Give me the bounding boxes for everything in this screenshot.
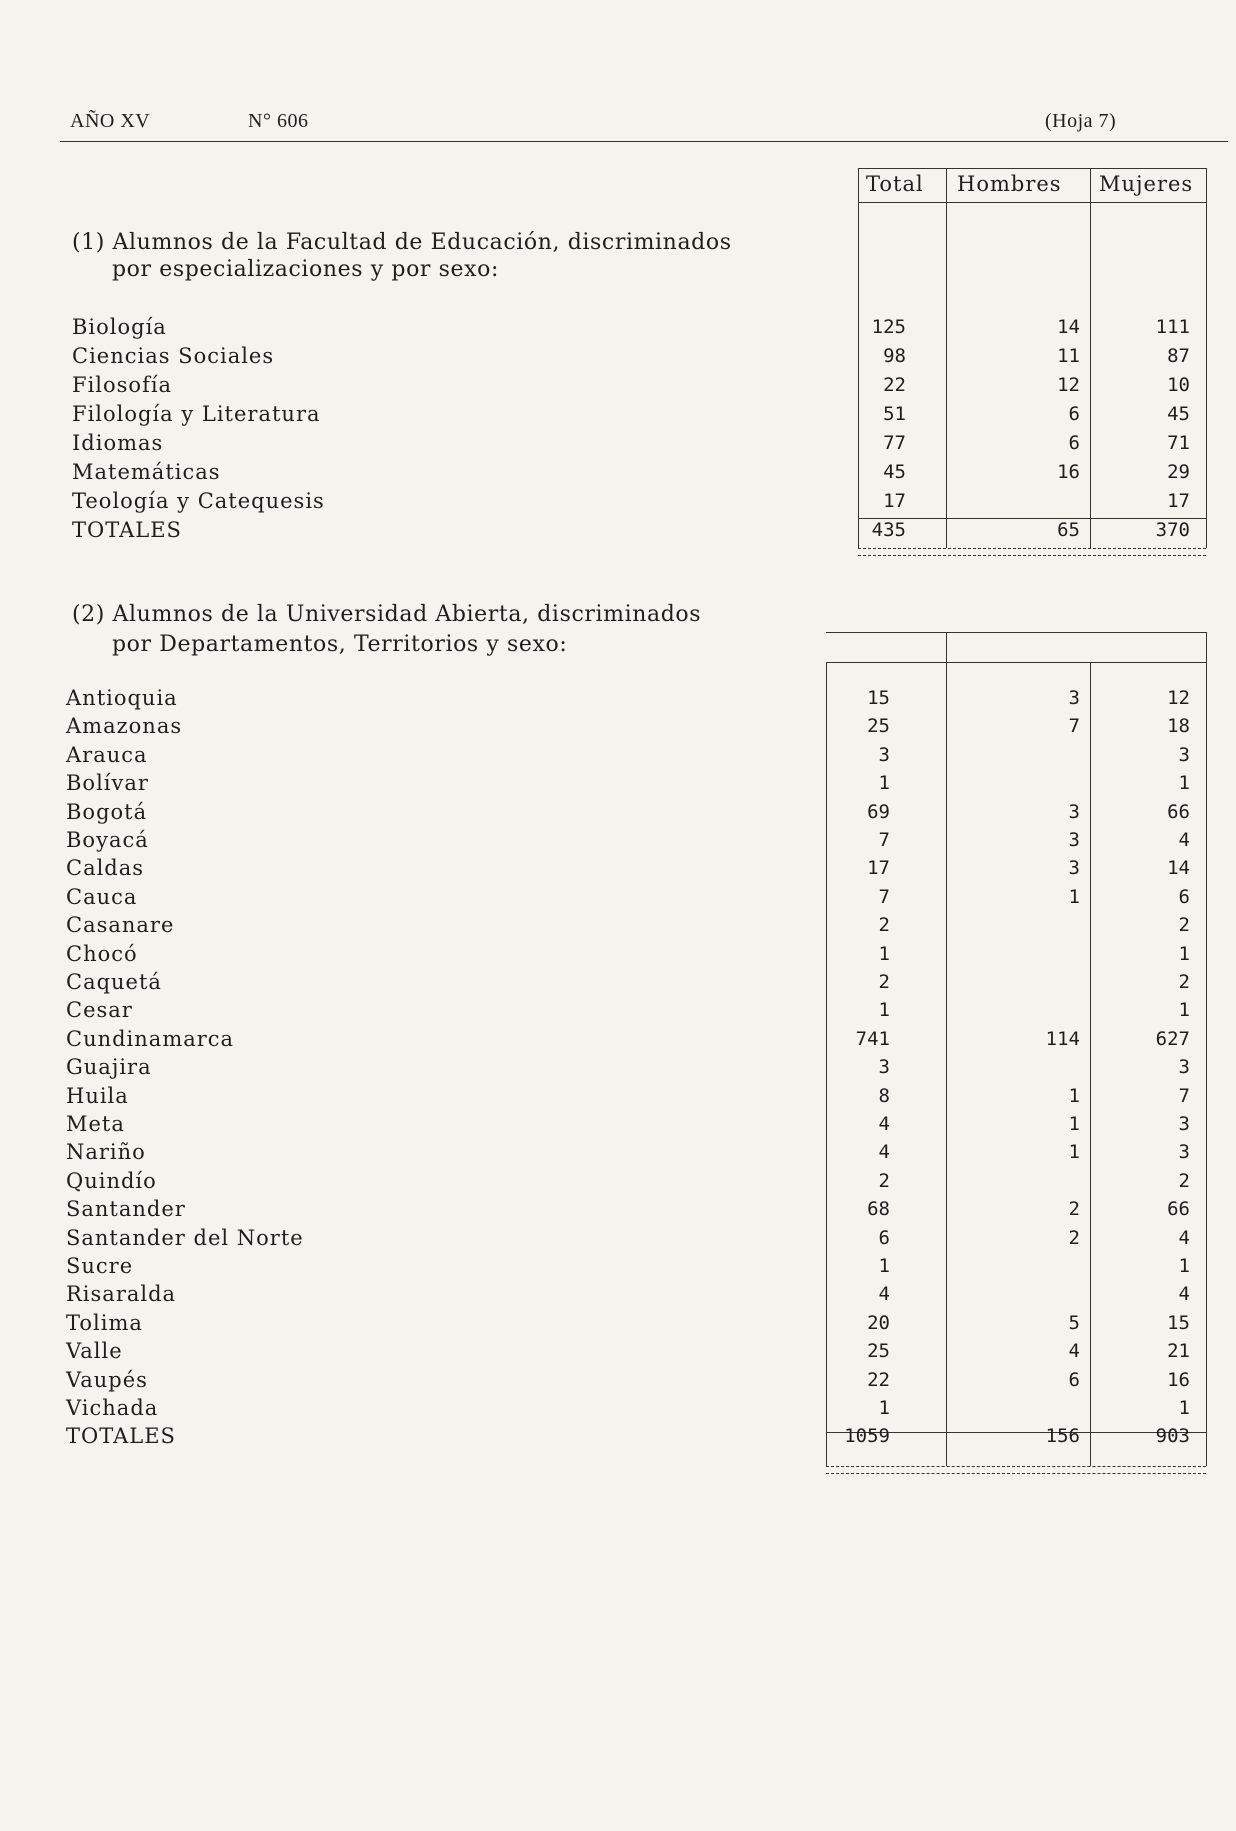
- value-total: 7: [878, 829, 890, 851]
- row-label: Biología: [72, 315, 167, 339]
- value-mujeres: 66: [1167, 800, 1190, 823]
- value-mujeres: 45: [1167, 403, 1190, 425]
- row-label: Matemáticas: [72, 460, 221, 484]
- value-hombres: 3: [1068, 857, 1080, 880]
- column-header-hombres: Hombres: [957, 172, 1062, 196]
- value-total: 51: [883, 403, 906, 425]
- header-sheet: (Hoja 7): [1045, 110, 1117, 132]
- row-label: Caldas: [66, 856, 145, 881]
- value-mujeres: 3: [1178, 1141, 1190, 1164]
- value-mujeres: 3: [1178, 743, 1190, 766]
- value-total: 22: [883, 374, 906, 396]
- value-mujeres: 2: [1178, 1169, 1190, 1192]
- value-mujeres: 1: [1178, 942, 1190, 965]
- value-hombres: 114: [1045, 1027, 1080, 1050]
- value-total: 68: [867, 1198, 890, 1221]
- value-hombres: 1: [1068, 1113, 1080, 1135]
- section2-title: (2) Alumnos de la Universidad Abierta, discriminados: [72, 602, 702, 627]
- value-total: 1: [878, 1397, 890, 1419]
- value-mujeres: 4: [1178, 1226, 1190, 1249]
- row-label: Teología y Catequesis: [72, 489, 325, 513]
- value-mujeres: 1: [1178, 1397, 1190, 1419]
- value-total: 3: [878, 1056, 890, 1079]
- value-mujeres: 903: [1155, 1425, 1190, 1448]
- value-mujeres: 1: [1178, 772, 1190, 795]
- value-total: 741: [855, 1027, 890, 1050]
- row-label: Vichada: [66, 1396, 159, 1420]
- row-label: Meta: [66, 1112, 125, 1136]
- value-mujeres: 18: [1167, 715, 1190, 738]
- value-total: 25: [867, 1340, 890, 1363]
- value-total: 1: [878, 772, 890, 795]
- value-total: 1: [878, 942, 890, 965]
- value-hombres: 1: [1068, 1084, 1080, 1107]
- value-mujeres: 12: [1167, 687, 1190, 709]
- value-mujeres: 1: [1178, 1255, 1190, 1277]
- value-total: 2: [878, 914, 890, 937]
- value-total: 22: [867, 1368, 890, 1391]
- value-total: 2: [878, 1169, 890, 1192]
- value-mujeres: 3: [1178, 1113, 1190, 1135]
- row-label: Santander del Norte: [66, 1225, 304, 1250]
- value-hombres: 65: [1057, 519, 1080, 541]
- value-total: 3: [878, 743, 890, 766]
- value-total: 1: [878, 999, 890, 1022]
- section2-subtitle: por Departamentos, Territorios y sexo:: [112, 632, 568, 657]
- value-total: 4: [878, 1141, 890, 1164]
- row-label: Arauca: [66, 742, 148, 767]
- value-total: 8: [878, 1084, 890, 1107]
- value-total: 15: [867, 687, 890, 709]
- value-mujeres: 7: [1178, 1084, 1190, 1107]
- value-mujeres: 111: [1155, 316, 1190, 338]
- value-hombres: 3: [1068, 800, 1080, 823]
- row-label: Quindío: [66, 1168, 157, 1193]
- row-label: Idiomas: [72, 431, 164, 455]
- value-total: 69: [867, 800, 890, 823]
- value-total: 1: [878, 1255, 890, 1277]
- value-hombres: 3: [1068, 687, 1080, 709]
- header-rule: [60, 141, 1228, 142]
- value-total: 17: [867, 857, 890, 880]
- row-label: Valle: [66, 1339, 123, 1364]
- value-hombres: 16: [1057, 461, 1080, 483]
- row-label: Chocó: [66, 941, 138, 966]
- value-hombres: 6: [1068, 403, 1080, 425]
- totals-label: TOTALES: [72, 518, 182, 542]
- value-total: 20: [867, 1311, 890, 1334]
- value-mujeres: 2: [1178, 971, 1190, 993]
- value-total: 77: [883, 432, 906, 454]
- value-mujeres: 4: [1178, 829, 1190, 851]
- value-mujeres: 87: [1167, 345, 1190, 367]
- value-mujeres: 1: [1178, 999, 1190, 1022]
- value-total: 2: [878, 971, 890, 993]
- row-label: Ciencias Sociales: [72, 344, 275, 368]
- row-label: Huila: [66, 1083, 129, 1108]
- value-mujeres: 6: [1178, 885, 1190, 908]
- value-total: 6: [878, 1226, 890, 1249]
- value-total: 125: [871, 316, 906, 338]
- value-mujeres: 370: [1155, 519, 1190, 541]
- value-hombres: 11: [1057, 345, 1080, 367]
- value-total: 17: [883, 490, 906, 512]
- column-header-mujeres: Mujeres: [1099, 172, 1194, 196]
- row-label: Sucre: [66, 1254, 134, 1278]
- row-label: Bogotá: [66, 799, 148, 824]
- row-label: Cundinamarca: [66, 1026, 235, 1051]
- row-label: Guajira: [66, 1055, 152, 1080]
- value-hombres: 5: [1068, 1311, 1080, 1334]
- row-label: Cauca: [66, 884, 138, 909]
- value-hombres: 12: [1057, 374, 1080, 396]
- value-hombres: 4: [1068, 1340, 1080, 1363]
- value-total: 45: [883, 461, 906, 483]
- value-total: 1059: [844, 1425, 890, 1448]
- row-label: Bolívar: [66, 771, 149, 796]
- totals-label: TOTALES: [66, 1424, 176, 1449]
- header-year: AÑO XV: [70, 110, 151, 132]
- value-hombres: 2: [1068, 1226, 1080, 1249]
- value-mujeres: 14: [1167, 857, 1190, 880]
- section1-title: (1) Alumnos de la Facultad de Educación, discriminados: [72, 230, 732, 255]
- value-mujeres: 16: [1167, 1368, 1190, 1391]
- section1-subtitle: por especializaciones y por sexo:: [112, 257, 500, 282]
- value-mujeres: 21: [1167, 1340, 1190, 1363]
- value-mujeres: 4: [1178, 1283, 1190, 1306]
- value-total: 4: [878, 1113, 890, 1135]
- value-mujeres: 17: [1167, 490, 1190, 512]
- value-hombres: 6: [1068, 1368, 1080, 1391]
- value-total: 4: [878, 1283, 890, 1306]
- value-total: 435: [871, 519, 906, 541]
- value-hombres: 1: [1068, 885, 1080, 908]
- value-mujeres: 627: [1155, 1027, 1190, 1050]
- value-hombres: 156: [1045, 1425, 1080, 1448]
- row-label: Santander: [66, 1197, 186, 1222]
- row-label: Caquetá: [66, 970, 162, 994]
- value-mujeres: 2: [1178, 914, 1190, 937]
- value-hombres: 2: [1068, 1198, 1080, 1221]
- row-label: Nariño: [66, 1140, 146, 1165]
- value-hombres: 7: [1068, 715, 1080, 738]
- row-label: Risaralda: [66, 1282, 177, 1307]
- row-label: Vaupés: [66, 1367, 148, 1392]
- row-label: Amazonas: [66, 714, 183, 739]
- value-mujeres: 3: [1178, 1056, 1190, 1079]
- row-label: Cesar: [66, 998, 133, 1023]
- row-label: Casanare: [66, 913, 175, 938]
- row-label: Boyacá: [66, 828, 149, 852]
- value-total: 7: [878, 885, 890, 908]
- column-header-total: Total: [866, 172, 924, 196]
- row-label: Tolima: [66, 1310, 143, 1335]
- value-hombres: 14: [1057, 316, 1080, 338]
- value-hombres: 3: [1068, 829, 1080, 851]
- row-label: Filología y Literatura: [72, 402, 321, 426]
- value-mujeres: 15: [1167, 1311, 1190, 1334]
- value-mujeres: 10: [1167, 374, 1190, 396]
- value-total: 25: [867, 715, 890, 738]
- value-mujeres: 66: [1167, 1198, 1190, 1221]
- header-number: N° 606: [248, 110, 309, 132]
- value-mujeres: 71: [1167, 432, 1190, 454]
- value-hombres: 6: [1068, 432, 1080, 454]
- value-mujeres: 29: [1167, 461, 1190, 483]
- value-hombres: 1: [1068, 1141, 1080, 1164]
- row-label: Antioquia: [66, 686, 178, 710]
- row-label: Filosofía: [72, 373, 173, 397]
- value-total: 98: [883, 345, 906, 367]
